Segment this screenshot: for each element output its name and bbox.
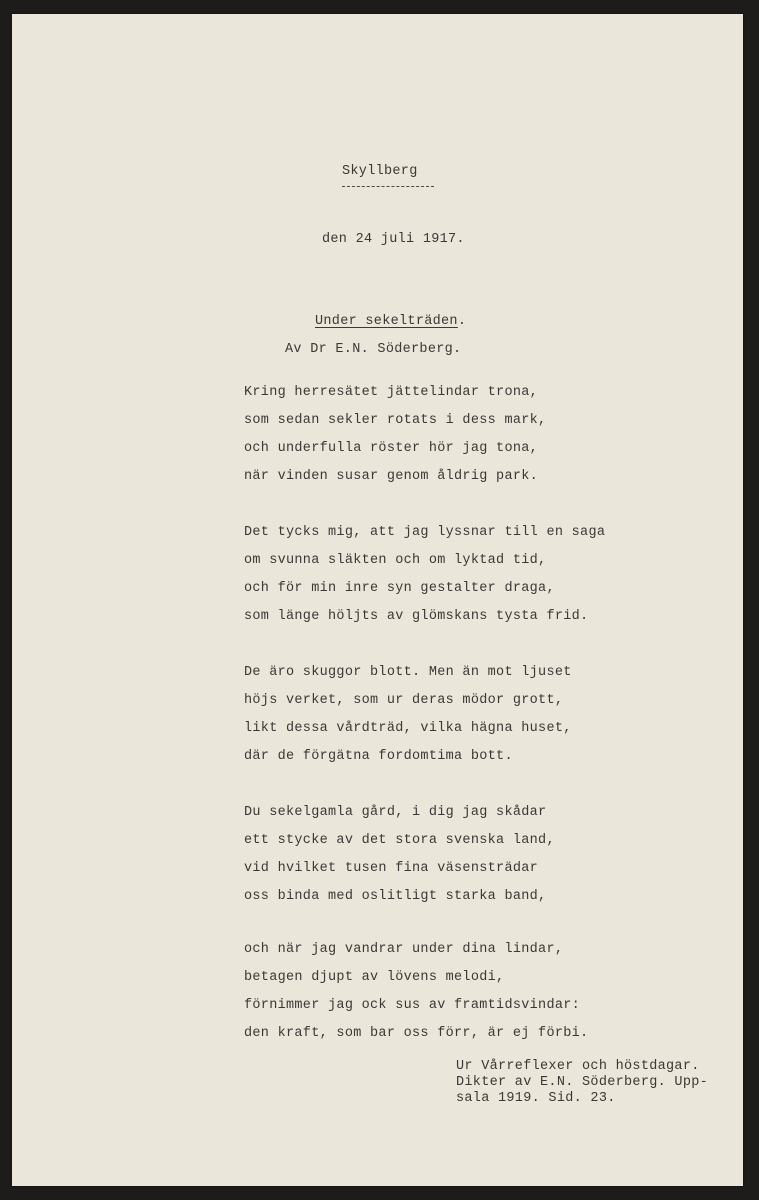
- poem-line: Kring herresätet jättelindar trona,: [244, 385, 539, 400]
- citation-line: sala 1919. Sid. 23.: [456, 1091, 616, 1106]
- document-page: [12, 14, 743, 1186]
- poem-line: höjs verket, som ur deras mödor grott,: [244, 693, 564, 708]
- stanza-4: [244, 799, 664, 911]
- citation-line: Ur Vårreflexer och höstdagar.: [456, 1059, 700, 1074]
- place-heading: Skyllberg: [342, 164, 418, 179]
- poem-line: betagen djupt av lövens melodi,: [244, 970, 505, 985]
- poem-line: ett stycke av det stora svenska land,: [244, 833, 555, 848]
- poem-title: [315, 314, 466, 329]
- poem-line: Det tycks mig, att jag lyssnar till en saga: [244, 525, 606, 540]
- poem-line: förnimmer jag ock sus av framtidsvindar:: [244, 998, 581, 1013]
- poem-line: och underfulla röster hör jag tona,: [244, 441, 539, 456]
- source-citation: [456, 1059, 708, 1107]
- stanza-1: [244, 379, 664, 491]
- poem-line: och för min inre syn gestalter draga,: [244, 581, 555, 596]
- poem-author: Av Dr E.N. Söderberg.: [285, 342, 462, 357]
- poem-line: Du sekelgamla gård, i dig jag skådar: [244, 805, 547, 820]
- poem-line: likt dessa vårdträd, vilka hägna huset,: [244, 721, 572, 736]
- poem-line: där de förgätna fordomtima bott.: [244, 749, 513, 764]
- heading-underline: [342, 186, 434, 187]
- citation-line: Dikter av E.N. Söderberg. Upp-: [456, 1075, 709, 1090]
- poem-line: den kraft, som bar oss förr, är ej förbi.: [244, 1026, 589, 1041]
- stanza-2: [244, 519, 664, 631]
- poem-line: vid hvilket tusen fina väsensträdar: [244, 861, 539, 876]
- poem-title-text: Under sekelträden: [315, 314, 458, 329]
- stanza-3: [244, 659, 664, 771]
- poem-line: och när jag vandrar under dina lindar,: [244, 942, 564, 957]
- stanza-5: [244, 936, 664, 1048]
- poem-line: som länge höljts av glömskans tysta frid.: [244, 609, 589, 624]
- poem-line: De äro skuggor blott. Men än mot ljuset: [244, 665, 572, 680]
- date-line: den 24 juli 1917.: [322, 232, 465, 247]
- poem-line: oss binda med oslitligt starka band,: [244, 889, 547, 904]
- poem-title-period: .: [457, 314, 467, 329]
- poem-line: om svunna släkten och om lyktad tid,: [244, 553, 547, 568]
- poem-line: när vinden susar genom åldrig park.: [244, 469, 539, 484]
- poem-line: som sedan sekler rotats i dess mark,: [244, 413, 547, 428]
